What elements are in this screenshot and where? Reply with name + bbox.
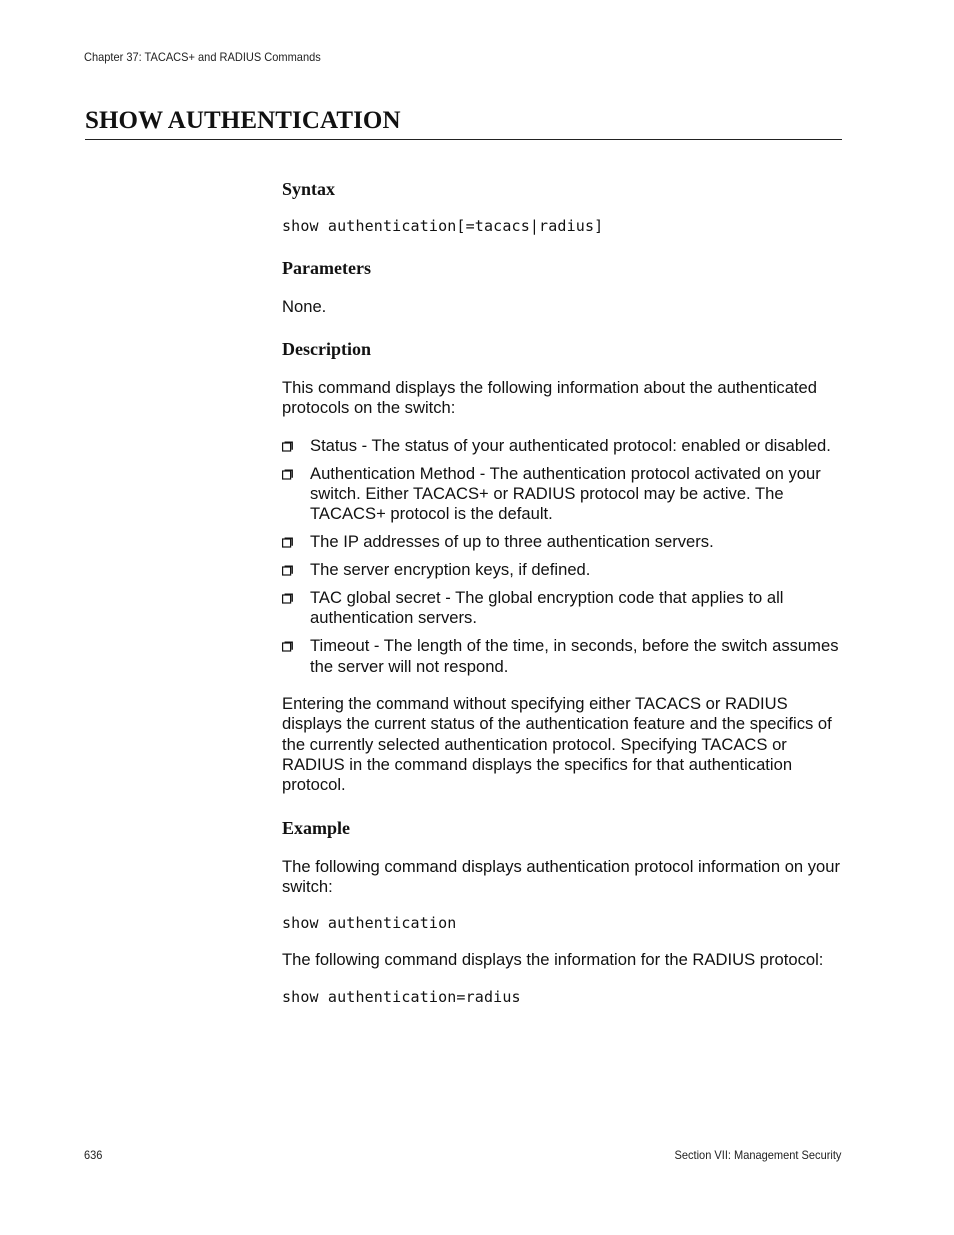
checkbox-square-icon [282, 537, 293, 548]
running-header-chapter: Chapter 37: TACACS+ and RADIUS Commands [84, 50, 321, 64]
list-item [282, 636, 847, 677]
parameters-text: None. [282, 297, 327, 316]
list-item [282, 532, 847, 552]
description-closing: Entering the command without specifying either TACACS or RADIUS displays the current status of the authentication feature and the specifics of the currently selected authentication protocol. Specifying TACACS or RADIUS in the command displays the specifics for that authentication protocol. [282, 694, 832, 795]
running-footer-section: Section VII: Management Security [674, 1148, 841, 1162]
description-heading: Description [282, 339, 371, 359]
bullet-text: The IP addresses of up to three authentication servers. [310, 532, 714, 552]
checkbox-square-icon [282, 469, 293, 480]
page-title: SHOW AUTHENTICATION [85, 107, 401, 134]
bullet-text: The server encryption keys, if defined. [310, 560, 591, 580]
list-item [282, 436, 847, 456]
checkbox-square-icon [282, 593, 293, 604]
list-item [282, 560, 847, 580]
example-text-2: The following command displays the information for the RADIUS protocol: [282, 950, 824, 969]
page-number: 636 [84, 1148, 103, 1162]
checkbox-square-icon [282, 441, 293, 452]
description-intro: This command displays the following information about the authenticated protocols on the switch: [282, 378, 817, 418]
checkbox-square-icon [282, 641, 293, 652]
description-bullet-list [282, 436, 847, 685]
title-rule [85, 139, 842, 140]
bullet-text: Status - The status of your authenticated protocol: enabled or disabled. [310, 436, 831, 455]
example-heading: Example [282, 818, 351, 838]
list-item [282, 588, 847, 629]
bullet-text: Timeout - The length of the time, in seconds, before the switch assumes the server will not respond. [310, 636, 839, 676]
example-code-2: show authentication=radius [282, 988, 521, 1006]
parameters-heading: Parameters [282, 258, 371, 278]
syntax-command: show authentication[=tacacs|radius] [282, 217, 604, 235]
bullet-text: Authentication Method - The authentication protocol activated on your switch. Either TACACS+ or RADIUS protocol may be active. The TACACS+ protocol is the default. [310, 463, 821, 524]
list-item [282, 464, 847, 525]
syntax-heading: Syntax [282, 179, 336, 199]
example-text-1: The following command displays authentication protocol information on your switch: [282, 857, 841, 897]
example-code-1: show authentication [282, 914, 457, 932]
bullet-text: TAC global secret - The global encryption code that applies to all authentication servers. [310, 588, 784, 628]
checkbox-square-icon [282, 565, 293, 576]
